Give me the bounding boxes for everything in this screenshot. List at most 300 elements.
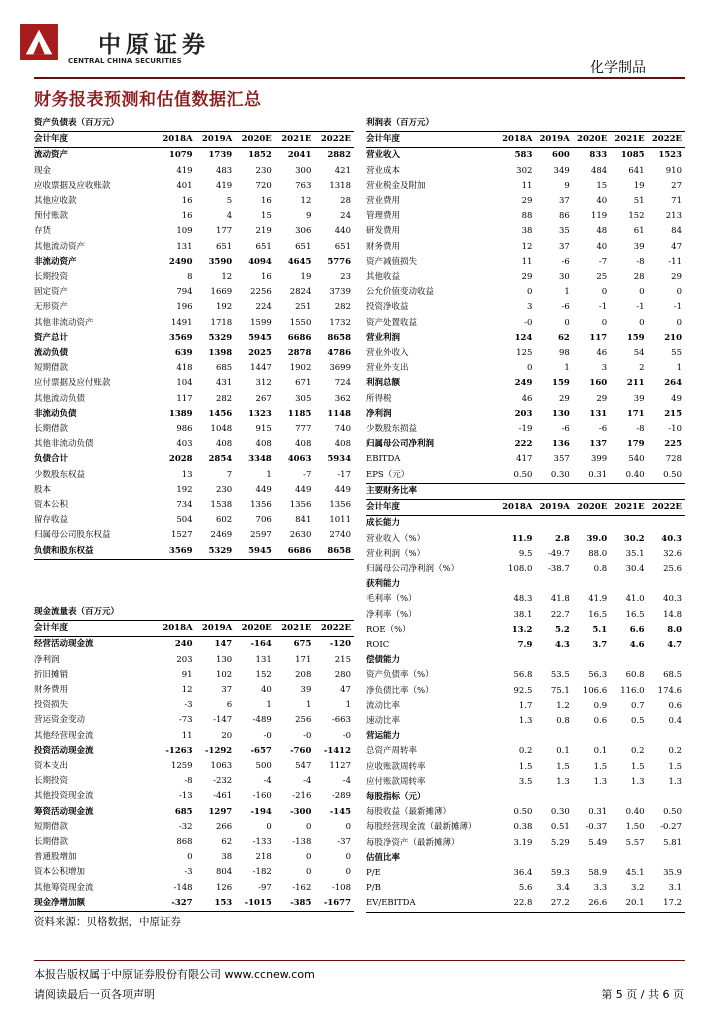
cell-value: 8.0	[667, 624, 682, 635]
cell-value: -0	[263, 730, 272, 741]
cell-value: 16	[181, 196, 193, 207]
page-number: 第 5 页 / 共 6 页	[601, 988, 684, 1001]
column-header-year: 2018A	[498, 132, 535, 148]
cell-value: 7	[226, 469, 233, 480]
row-label: 流动资产	[34, 150, 69, 161]
cell-value: 25.6	[663, 564, 682, 575]
column-header-year: 2019A	[535, 500, 572, 516]
column-header-label: 会计年度	[366, 132, 498, 148]
cell-value: 417	[516, 454, 533, 465]
row-label: 利润总额	[366, 378, 401, 389]
cell-value: 282	[215, 393, 233, 404]
table-row	[34, 148, 354, 164]
table-caption: 主要财务比率	[366, 484, 685, 500]
cell-value: 1.3	[593, 776, 608, 787]
table-caption-row	[366, 484, 685, 500]
cell-value: 32.6	[663, 548, 682, 559]
cell-value: 1	[345, 700, 351, 711]
cell-value: 219	[255, 226, 272, 237]
cell-value: 0.40	[625, 807, 645, 818]
cell-value: 60.8	[625, 670, 645, 681]
cell-value: 401	[176, 180, 193, 191]
cell-value: 22.8	[498, 896, 535, 912]
row-label: 营业利润（%）	[366, 548, 426, 559]
row-label: 资本支出	[34, 761, 69, 772]
table-row	[34, 683, 354, 698]
cell-value: 4094	[248, 256, 272, 267]
cell-value: 1259	[170, 761, 193, 772]
cell-value: -289	[331, 791, 351, 802]
cell-value: -19	[518, 424, 533, 435]
table-row	[366, 452, 685, 467]
cell-value: 137	[589, 439, 608, 450]
cell-value: 3	[526, 302, 533, 313]
cell-value: 160	[589, 378, 608, 389]
cell-value: 6.6	[629, 624, 645, 635]
row-label: 应付账款周转率	[366, 776, 426, 787]
cell-value: 0.38	[513, 822, 533, 833]
table-row	[34, 346, 354, 361]
cell-value: 2.8	[554, 533, 570, 544]
cell-value: 41.8	[550, 594, 570, 605]
cell-value: 651	[295, 241, 312, 252]
row-label: 营业外支出	[366, 363, 409, 374]
row-label: 应付票据及应付账款	[34, 378, 111, 389]
row-label: 资产负债率（%）	[366, 670, 434, 681]
cell-value: 8	[187, 272, 193, 283]
cell-value	[610, 851, 647, 866]
table-row	[366, 638, 685, 653]
cell-value: 14.8	[663, 609, 682, 620]
cell-value: -1	[598, 302, 608, 313]
cell-value: 2	[639, 363, 645, 374]
cell-value: 0	[345, 852, 351, 863]
table-row	[34, 896, 354, 912]
row-label: 资产处置收益	[366, 317, 418, 328]
cell-value: 47	[340, 685, 351, 696]
cell-value: 56.3	[588, 670, 608, 681]
row-label: EBITDA	[366, 454, 401, 465]
cell-value: 583	[514, 150, 533, 161]
column-header-year: 2018A	[498, 500, 535, 516]
cell-value: 119	[590, 211, 608, 222]
cell-value: 91	[181, 669, 193, 680]
cell-value: 3590	[208, 256, 233, 267]
row-label: 资本公积增加	[34, 867, 86, 878]
table-row	[366, 805, 685, 820]
cell-value: 38.1	[513, 609, 533, 620]
cell-value: 2824	[289, 287, 312, 298]
cell-value: 4.3	[554, 640, 570, 651]
cell-value: -3	[184, 700, 193, 711]
cell-value: 36.4	[513, 868, 533, 879]
cell-value: 1732	[329, 317, 351, 328]
cell-value: 724	[334, 378, 351, 389]
cell-value: 431	[215, 378, 233, 389]
cell-value: 136	[552, 439, 570, 450]
cell-value: 30.2	[623, 533, 645, 544]
cell-value: 1.5	[593, 761, 608, 772]
cell-value: 5329	[208, 332, 233, 343]
cell-value: 48.3	[513, 594, 533, 605]
cell-value: 5945	[235, 544, 275, 560]
row-label: 营业费用	[366, 196, 401, 207]
table-row	[34, 270, 354, 285]
table-row	[366, 194, 685, 209]
cell-value: 0	[564, 317, 570, 328]
cell-value: -1292	[205, 745, 233, 756]
cell-value: -327	[156, 896, 196, 912]
cell-value: 1	[266, 700, 272, 711]
cell-value: 35.1	[625, 548, 645, 559]
cell-value: 1718	[210, 317, 233, 328]
cell-value: 5.81	[663, 837, 682, 848]
cell-value	[535, 851, 572, 866]
cell-value: 419	[176, 165, 193, 176]
cell-value: -8	[636, 424, 645, 435]
cell-value: 740	[334, 424, 351, 435]
table-row	[34, 637, 354, 653]
cell-value	[573, 790, 610, 805]
cash-flow-table	[34, 605, 354, 912]
table-row	[366, 866, 685, 881]
cell-value: 1739	[208, 150, 233, 161]
cell-value: 171	[626, 408, 645, 419]
cell-value: 41.9	[588, 594, 608, 605]
row-label: 现金	[34, 165, 52, 176]
cell-value: 2854	[208, 454, 233, 465]
cell-value: 51	[633, 196, 645, 207]
income-statement-table	[366, 116, 685, 484]
cell-value: 403	[176, 439, 193, 450]
cell-value: 54	[633, 348, 645, 359]
cell-value: 0	[639, 287, 645, 298]
cell-value: 484	[590, 165, 608, 176]
cell-value: 1599	[250, 317, 272, 328]
table-row	[366, 836, 685, 851]
cell-value: 0	[345, 821, 351, 832]
cell-value	[535, 790, 572, 805]
data-source-note: 资料来源：贝格数据，中原证券	[34, 916, 181, 928]
row-label: 存货	[34, 226, 52, 237]
cell-value: 1.3	[556, 776, 570, 787]
cell-value: 27	[671, 180, 682, 191]
cell-value: 2256	[250, 287, 272, 298]
cell-value: 213	[665, 211, 682, 222]
cell-value: 0.5	[631, 716, 645, 727]
cell-value: -0	[303, 730, 312, 741]
cell-value: 1389	[168, 408, 193, 419]
cell-value: 84	[671, 226, 682, 237]
row-label: 筹资活动现金流	[34, 806, 94, 817]
cell-value: 777	[295, 424, 312, 435]
table-row	[366, 684, 685, 699]
cell-value: 218	[255, 852, 272, 863]
row-label: 毛利率（%）	[366, 594, 417, 605]
cell-value: 0.51	[550, 822, 570, 833]
cell-value: 126	[215, 882, 233, 893]
table-row	[34, 498, 354, 513]
cell-value: -32	[178, 821, 193, 832]
table-row	[366, 179, 685, 194]
cell-value: 1127	[329, 761, 351, 772]
row-label: 应收票据及应收账款	[34, 180, 111, 191]
cell-value: 92.5	[513, 685, 533, 696]
cell-value: 192	[215, 302, 233, 313]
cell-value: 440	[334, 226, 351, 237]
cell-value: 0	[601, 317, 608, 328]
cell-value: 720	[255, 180, 272, 191]
cell-value: 910	[665, 165, 682, 176]
cell-value: 62	[221, 837, 233, 848]
table-row	[34, 668, 354, 683]
cell-value: 1669	[210, 287, 233, 298]
cell-value: 25	[596, 272, 608, 283]
cell-value: -1015	[235, 896, 275, 912]
cell-value: 117	[589, 332, 608, 343]
cell-value: 47	[671, 241, 682, 252]
cell-value: -6	[561, 424, 570, 435]
cell-value: 1852	[248, 150, 272, 161]
cell-value: 1.50	[625, 822, 645, 833]
column-header-label: 会计年度	[34, 621, 156, 637]
cell-value: -1263	[165, 745, 193, 756]
cell-value: -4	[263, 776, 272, 787]
row-label: 净利率（%）	[366, 609, 417, 620]
table-row	[34, 209, 354, 224]
cell-value: 177	[215, 226, 233, 237]
table-row	[34, 194, 354, 209]
cell-value	[535, 653, 572, 668]
row-label: 投资净收益	[366, 302, 409, 313]
row-label: 非流动负债	[34, 408, 77, 419]
cell-value: 1538	[210, 500, 233, 511]
cell-value	[498, 577, 535, 592]
table-row	[34, 698, 354, 713]
cell-value: 131	[589, 408, 608, 419]
cell-value: 734	[176, 500, 193, 511]
table-row	[366, 699, 685, 714]
cell-value: 46	[521, 393, 533, 404]
table-row	[366, 224, 685, 239]
cell-value: 1	[676, 363, 682, 374]
cell-value: 11	[181, 730, 193, 741]
cell-value: 16	[260, 196, 272, 207]
cell-value: -1	[673, 302, 682, 313]
header-divider	[34, 77, 685, 79]
cell-value: -1	[636, 302, 645, 313]
cell-value: 1	[564, 363, 570, 374]
table-row	[34, 850, 354, 865]
cell-value: 1550	[289, 317, 312, 328]
cell-value: 4063	[287, 454, 312, 465]
table-row	[366, 468, 685, 484]
cell-value: 305	[295, 393, 312, 404]
table-row	[34, 164, 354, 179]
cell-value: -73	[178, 715, 193, 726]
row-label: 营运资金变动	[34, 715, 86, 726]
column-header-year: 2020E	[235, 132, 275, 148]
cell-value: -145	[329, 806, 351, 817]
cell-value: 39	[300, 685, 312, 696]
cell-value: 449	[334, 484, 351, 495]
table-row	[34, 452, 354, 467]
table-row	[366, 760, 685, 775]
cell-value	[610, 653, 647, 668]
cell-value: 37	[558, 196, 570, 207]
cell-value: 3569	[168, 332, 193, 343]
company-logo-icon	[20, 24, 58, 60]
cell-value: 408	[295, 439, 312, 450]
table-row	[366, 562, 685, 577]
cell-value: 210	[664, 332, 682, 343]
table-row	[34, 316, 354, 331]
cell-value: 211	[626, 378, 645, 389]
cell-value	[610, 729, 647, 744]
table-row	[34, 805, 354, 820]
table-row	[34, 407, 354, 422]
row-label: 营运能力	[366, 731, 401, 742]
column-header-year: 2018A	[156, 621, 196, 637]
cell-value: -13	[178, 791, 193, 802]
cell-value: 40.3	[661, 533, 682, 544]
cell-value: 35	[558, 226, 570, 237]
cell-value: 602	[215, 515, 233, 526]
cell-value: 1523	[658, 150, 682, 161]
cell-value: 419	[215, 180, 233, 191]
cell-value	[535, 729, 572, 744]
cell-value: 53.5	[550, 670, 570, 681]
cell-value: 19	[300, 272, 312, 283]
column-header-year: 2021E	[275, 621, 315, 637]
cell-value: 1.5	[631, 761, 645, 772]
cell-value: 124	[514, 332, 533, 343]
table-row	[34, 729, 354, 744]
cell-value: 0	[345, 867, 351, 878]
column-header-year: 2018A	[156, 132, 196, 148]
cell-value: 0.50	[648, 468, 685, 484]
cell-value: -138	[292, 837, 312, 848]
cell-value: -385	[275, 896, 315, 912]
cell-value: -147	[213, 715, 233, 726]
cell-value: 13.2	[511, 624, 533, 635]
cell-value: 6686	[287, 332, 312, 343]
cell-value: 685	[215, 363, 233, 374]
cell-value: 728	[665, 454, 682, 465]
cell-value: 312	[255, 378, 272, 389]
cell-value: 671	[295, 378, 312, 389]
row-label: 所得税	[366, 393, 392, 404]
cell-value: 0	[676, 317, 682, 328]
industry-label: 化学制品	[590, 60, 646, 76]
cell-value: 5	[226, 196, 233, 207]
table-row	[34, 255, 354, 270]
cell-value: 4645	[287, 256, 312, 267]
row-label: 其他经营现金流	[34, 730, 94, 741]
cell-value: 5.1	[592, 624, 608, 635]
cell-value: 17.2	[648, 896, 685, 912]
cell-value: 1185	[287, 408, 312, 419]
cell-value: 27.2	[535, 896, 572, 912]
cell-value: 349	[553, 165, 570, 176]
cell-value: 37	[221, 685, 233, 696]
cell-value: 62	[557, 332, 570, 343]
table-row	[366, 775, 685, 790]
cell-value: 117	[176, 393, 193, 404]
table-row	[366, 148, 685, 164]
table-row	[34, 361, 354, 376]
cell-value: 159	[626, 332, 645, 343]
cell-value: 5.6	[518, 883, 533, 894]
cell-value: 0	[305, 852, 312, 863]
cell-value: 3	[601, 363, 608, 374]
table-row	[34, 240, 354, 255]
cell-value: 40.3	[663, 594, 682, 605]
cell-value: 399	[590, 454, 608, 465]
cell-value: 40	[260, 685, 272, 696]
cell-value: 192	[176, 484, 193, 495]
cell-value: 2025	[248, 348, 272, 359]
cell-value: 1063	[210, 761, 233, 772]
row-label: EPS（元）	[366, 468, 498, 484]
cell-value: 408	[334, 439, 351, 450]
cell-value: -38.7	[547, 564, 570, 575]
cell-value: 408	[215, 439, 233, 450]
cell-value: 130	[215, 654, 233, 665]
table-row	[366, 361, 685, 376]
cell-value: 804	[215, 867, 233, 878]
cell-value: 104	[176, 378, 193, 389]
cell-value: 88.0	[588, 548, 608, 559]
cell-value: 0.31	[573, 468, 610, 484]
cell-value: -300	[290, 806, 312, 817]
cell-value: 98	[558, 348, 570, 359]
table-row	[366, 407, 685, 422]
table-row	[366, 209, 685, 224]
cell-value: 29	[596, 393, 608, 404]
page-title: 财务报表预测和估值数据汇总	[34, 90, 262, 110]
cell-value: -8	[636, 256, 645, 267]
table-row	[366, 331, 685, 346]
cell-value: 28	[633, 272, 645, 283]
row-label: 少数股东权益	[34, 469, 86, 480]
cell-value: 0.2	[518, 746, 533, 757]
cell-value: 915	[255, 424, 272, 435]
cell-value: 1.3	[631, 776, 645, 787]
cell-value: 986	[176, 424, 193, 435]
table-row	[366, 790, 685, 805]
cell-value: 1.2	[556, 700, 570, 711]
cell-value: 0.8	[593, 564, 608, 575]
table-caption-row	[34, 605, 354, 621]
cell-value: -489	[252, 715, 272, 726]
column-header-year: 2021E	[275, 132, 315, 148]
table-row	[34, 835, 354, 850]
cell-value: 29	[558, 393, 570, 404]
cell-value: 302	[516, 165, 533, 176]
cell-value	[535, 516, 572, 532]
row-label: 负债和股东权益	[34, 544, 156, 560]
cell-value: 0	[676, 287, 682, 298]
cell-value: 600	[552, 150, 570, 161]
cell-value: 230	[215, 484, 233, 495]
cell-value: -194	[250, 806, 272, 817]
cell-value: 30	[558, 272, 570, 283]
cell-value: 651	[334, 241, 351, 252]
balance-sheet-table	[34, 116, 354, 560]
row-label: ROIC	[366, 640, 390, 651]
column-header-year: 2019A	[196, 132, 236, 148]
